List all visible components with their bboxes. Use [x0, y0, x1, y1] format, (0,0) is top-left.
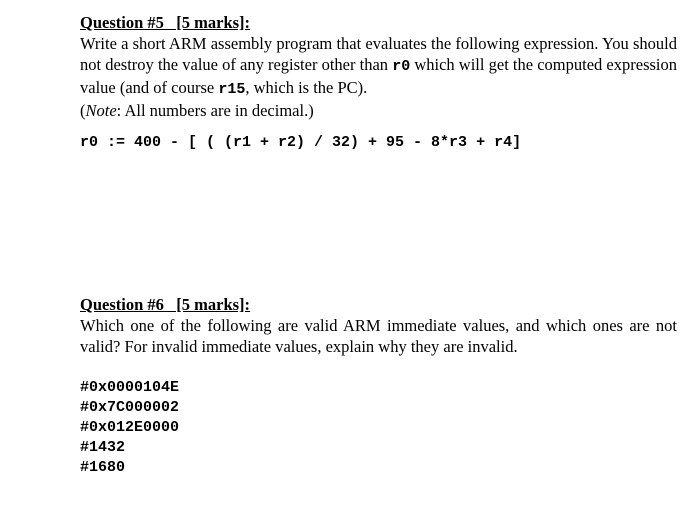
immediate-value: #1680	[80, 459, 126, 476]
immediate-value: #1432	[80, 439, 126, 456]
question-5-note	[80, 100, 677, 121]
note-label: Note	[85, 101, 117, 120]
question-6-text: Which one of the following are valid ARM immediate values, and which ones are not valid? For invalid immediate values, explain why they are invalid.	[80, 316, 677, 356]
expression: r0 := 400 - [ ( (r1 + r2) / 32) + 95 - 8*r3 + r4]	[80, 134, 522, 151]
question-5-text	[80, 33, 677, 100]
note-open-paren: (	[80, 101, 86, 120]
immediate-values-list	[80, 378, 677, 478]
register-r15: r15	[218, 81, 246, 98]
question-6	[80, 294, 677, 478]
question-5-text-part2: which will get the computed expression value (and of course	[80, 55, 677, 97]
immediate-value: #0x7C000002	[80, 399, 180, 416]
immediate-value: #0x012E0000	[80, 419, 180, 436]
register-r0: r0	[392, 58, 411, 75]
question-5-text-part3: , which is the PC).	[245, 78, 368, 97]
question-6-heading: Question #6 [5 marks]:	[80, 295, 251, 314]
question-5	[80, 12, 677, 153]
immediate-value: #0x0000104E	[80, 379, 180, 396]
question-5-heading: Question #5 [5 marks]:	[80, 13, 251, 32]
question-5-text-part1: Write a short ARM assembly program that evaluates the following expression. You should not destroy the value of any register other than	[80, 34, 677, 74]
note-text: : All numbers are in decimal.)	[116, 101, 314, 120]
